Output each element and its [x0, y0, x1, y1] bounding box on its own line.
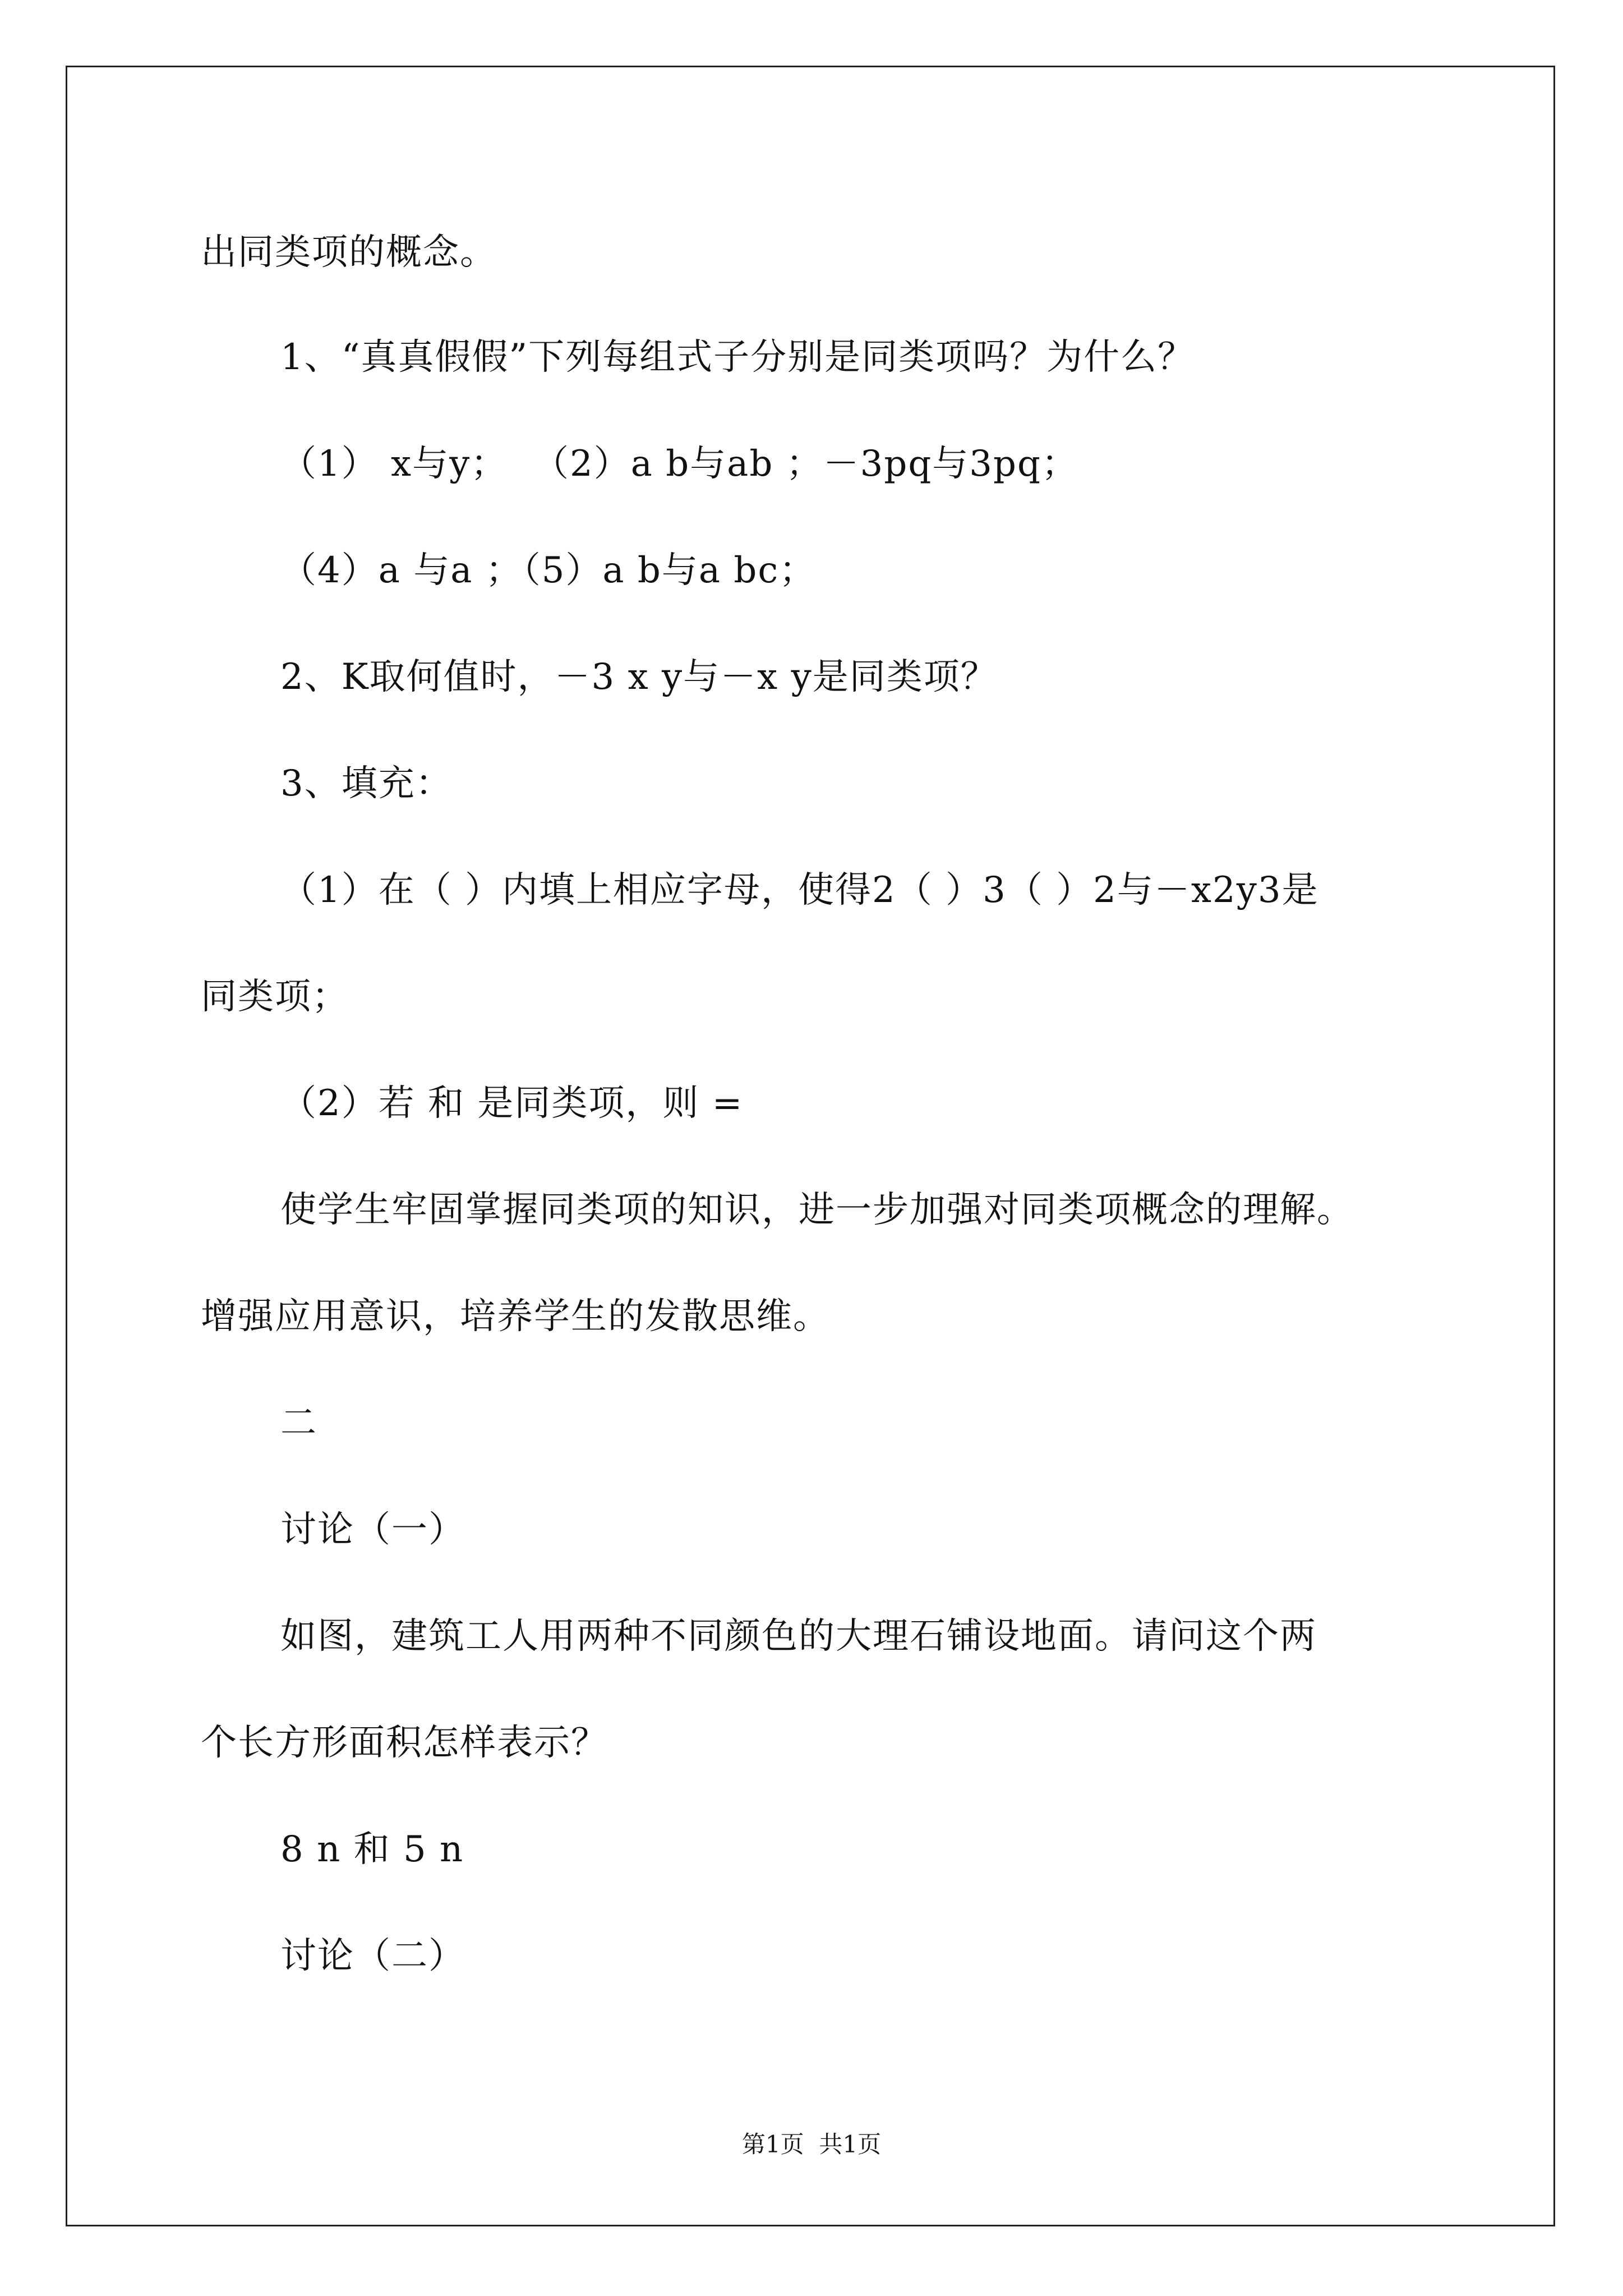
text-line-13: 讨论（一）: [280, 1509, 465, 1550]
text-line-3: （1） x与y； （2）a b与ab ；－3pq与3pq；: [280, 443, 1078, 485]
text-line-4: （4）a 与a ；（5）a b与a bc；: [280, 550, 817, 591]
text-line-8: 同类项；: [201, 976, 349, 1018]
text-line-5: 2、K取何值时，－3 x y与－x y是同类项？: [280, 656, 998, 698]
page-number-footer: 第1页 共1页: [741, 2131, 882, 2158]
text-line-6: 3、填充：: [280, 763, 453, 804]
text-line-11: 增强应用意识，培养学生的发散思维。: [201, 1296, 830, 1337]
text-line-2: 1、“真真假假”下列每组式子分别是同类项吗？为什么？: [280, 337, 1195, 378]
text-line-15: 个长方形面积怎样表示？: [201, 1722, 608, 1764]
text-line-9: （2）若 和 是同类项，则 =: [280, 1083, 744, 1124]
page-border: [66, 66, 1555, 2226]
text-line-17: 讨论（二）: [280, 1935, 465, 1977]
text-line-7: （1）在（ ）内填上相应字母，使得2（ ）3（ ）2与－x2y3是: [280, 869, 1319, 911]
text-line-12: 二: [280, 1402, 317, 1444]
text-line-16: 8 n 和 5 n: [280, 1829, 464, 1870]
text-line-14: 如图，建筑工人用两种不同颜色的大理石铺设地面。请问这个两: [280, 1616, 1317, 1657]
text-line-1: 出同类项的概念。: [201, 232, 497, 273]
text-line-10: 使学生牢固掌握同类项的知识，进一步加强对同类项概念的理解。: [280, 1189, 1354, 1231]
